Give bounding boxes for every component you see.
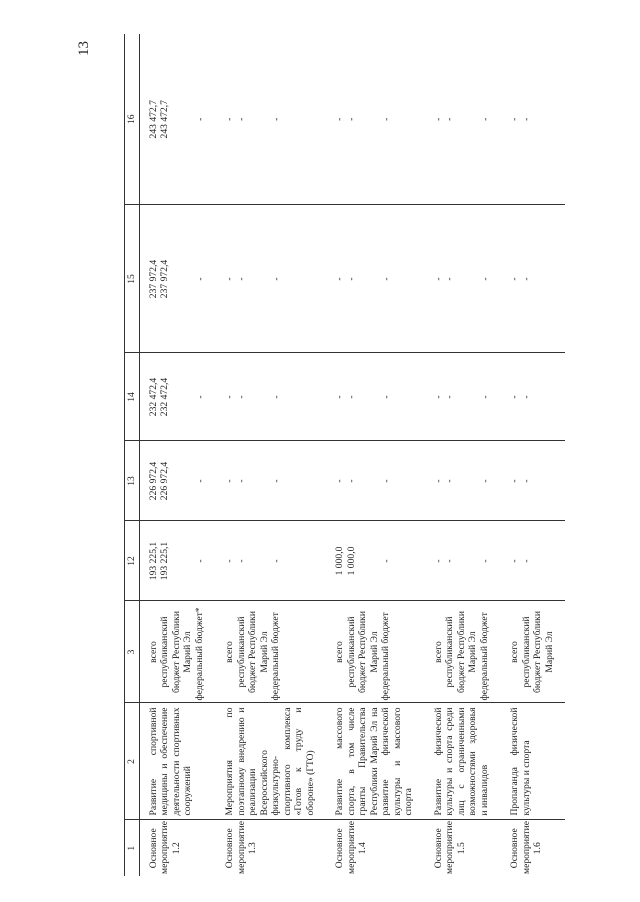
funding-source-line: федеральный бюджет — [270, 612, 281, 701]
value-line: 226 972,4 — [159, 461, 170, 501]
value-cell — [425, 34, 502, 205]
value-line: - — [334, 117, 345, 121]
value-line: 232 472,4 — [147, 377, 159, 417]
measure-name-cell: Развитие массового спорта, в том числе гранты Правительства Республики Марий Эл на развитие физической культуры и массового спорта — [326, 703, 425, 820]
measure-code-cell: Основное мероприятие 1.3 — [224, 821, 258, 874]
value-cell — [139, 34, 216, 205]
funding-source-cell — [326, 601, 425, 703]
measure-name-cell: Развитие спортивной медицины и обеспечение деятельности спортивных сооружений — [139, 703, 216, 820]
value-cell — [216, 34, 326, 205]
funding-source-line: всего — [334, 641, 345, 663]
value-line: 1 000,0 — [345, 546, 357, 576]
funding-source-line: всего — [509, 641, 520, 663]
value-line: 226 972,4 — [147, 461, 159, 501]
value-line: - — [334, 395, 345, 399]
value-line: - — [520, 395, 532, 399]
header-row — [125, 34, 140, 876]
value-cell — [216, 353, 326, 441]
header-cell: 14 — [125, 353, 140, 441]
value-line: - — [271, 277, 282, 281]
funding-source-cell — [216, 601, 326, 703]
value-line: - — [381, 117, 392, 121]
value-line: - — [509, 479, 520, 483]
value-cell — [501, 34, 565, 205]
table-row — [501, 34, 565, 876]
value-line: - — [345, 479, 357, 483]
value-line: - — [520, 479, 532, 483]
measure-code-cell: Основное мероприятие 1.6 — [509, 821, 543, 874]
value-cell — [139, 521, 216, 601]
page-number: 13 — [76, 41, 92, 56]
value-line: - — [224, 117, 235, 121]
value-line: - — [479, 395, 491, 399]
value-cell — [216, 521, 326, 601]
header-cell: 3 — [125, 601, 140, 703]
funding-source-cell — [139, 601, 216, 703]
value-line: - — [381, 395, 392, 399]
header-cell: 15 — [125, 205, 140, 353]
value-line: - — [444, 277, 455, 281]
value-line: - — [271, 395, 282, 399]
value-line: 237 972,4 — [147, 259, 159, 299]
value-line: - — [381, 479, 392, 483]
header-cell: 12 — [125, 521, 140, 601]
value-line: - — [345, 395, 357, 399]
value-line: 243 472,7 — [159, 100, 170, 139]
measure-code-cell: Основное мероприятие 1.4 — [334, 821, 368, 874]
value-line: - — [479, 479, 491, 483]
value-line: 1 000,0 — [334, 546, 345, 576]
value-cell — [425, 441, 502, 521]
value-line: - — [224, 277, 235, 281]
value-line: - — [345, 277, 357, 281]
value-line: - — [509, 395, 520, 399]
funding-source-line: республиканский бюджет Республики Марий Эл — [159, 611, 193, 693]
value-cell — [326, 34, 425, 205]
funding-source-line: республиканский бюджет Республики Марий Эл — [444, 611, 478, 693]
value-line: - — [444, 395, 455, 399]
value-cell — [501, 353, 565, 441]
value-line: - — [334, 479, 345, 483]
value-line: 193 225,1 — [159, 541, 170, 581]
value-cell — [326, 521, 425, 601]
value-line: - — [235, 117, 247, 121]
table-row — [216, 34, 326, 876]
value-line: - — [271, 117, 282, 121]
value-cell — [326, 353, 425, 441]
value-line: - — [444, 117, 455, 121]
value-line: - — [479, 117, 491, 121]
value-line: - — [194, 117, 206, 121]
value-line: - — [520, 559, 532, 563]
table-row — [326, 34, 425, 876]
value-cell — [501, 205, 565, 353]
value-line: - — [224, 395, 235, 399]
header-cell: 2 — [125, 703, 140, 820]
value-line: - — [520, 277, 532, 281]
table-row — [425, 34, 502, 876]
value-cell — [425, 205, 502, 353]
value-line: - — [194, 479, 206, 483]
value-cell — [501, 441, 565, 521]
header-cell: 13 — [125, 441, 140, 521]
value-line: - — [509, 117, 520, 121]
value-line: - — [235, 559, 247, 563]
funding-source-cell — [501, 601, 565, 703]
value-line: 232 472,4 — [159, 377, 170, 417]
funding-source-line: республиканский бюджет Республики Марий Эл — [345, 611, 380, 693]
value-line: - — [432, 395, 444, 399]
measure-name-cell: Развитие физической культуры и спорта среди лиц с ограниченными возможностями здоровья и инвалидов — [425, 703, 502, 820]
value-line: - — [444, 479, 455, 483]
value-cell — [326, 441, 425, 521]
value-line: - — [509, 559, 520, 563]
value-cell — [326, 205, 425, 353]
value-line: - — [235, 395, 247, 399]
funding-source-line: всего — [147, 641, 159, 663]
value-cell — [139, 353, 216, 441]
funding-source-line: федеральный бюджет — [380, 612, 391, 701]
value-line: - — [224, 559, 235, 563]
funding-source-line: федеральный бюджет* — [193, 607, 205, 701]
value-line: - — [271, 479, 282, 483]
value-line: - — [194, 559, 206, 563]
budget-table — [124, 34, 565, 876]
funding-source-line: всего — [432, 641, 444, 663]
value-line: - — [479, 277, 491, 281]
value-cell — [216, 205, 326, 353]
table-row — [139, 34, 216, 876]
value-line: 243 472,7 — [147, 100, 159, 139]
header-cell: 1 — [125, 820, 140, 876]
value-line: 237 972,4 — [159, 259, 170, 299]
value-line: - — [432, 117, 444, 121]
value-cell — [139, 205, 216, 353]
rotated-table-area — [124, 34, 554, 876]
value-line: - — [479, 559, 491, 563]
value-line: - — [432, 559, 444, 563]
measure-name-cell: Пропаганда физической культуры и спорта — [501, 703, 565, 820]
value-line: - — [194, 395, 206, 399]
value-cell — [139, 441, 216, 521]
funding-source-line: федеральный бюджет — [478, 612, 490, 701]
value-line: - — [334, 277, 345, 281]
funding-source-line: республиканский бюджет Республики Марий Эл — [520, 611, 555, 693]
value-line: - — [381, 559, 392, 563]
value-line: - — [432, 479, 444, 483]
value-line: - — [345, 117, 357, 121]
value-line: 193 225,1 — [147, 541, 159, 581]
header-cell: 16 — [125, 34, 140, 205]
value-line: - — [381, 277, 392, 281]
measure-code-cell: Основное мероприятие 1.2 — [147, 821, 182, 874]
funding-source-cell — [425, 601, 502, 703]
value-line: - — [444, 559, 455, 563]
value-line: - — [235, 479, 247, 483]
value-line: - — [271, 559, 282, 563]
value-line: - — [235, 277, 247, 281]
value-cell — [425, 521, 502, 601]
funding-source-line: всего — [224, 641, 235, 663]
value-line: - — [432, 277, 444, 281]
value-line: - — [224, 479, 235, 483]
value-cell — [501, 521, 565, 601]
funding-source-line: республиканский бюджет Республики Марий Эл — [235, 611, 270, 693]
value-cell — [425, 353, 502, 441]
value-line: - — [194, 277, 206, 281]
measure-name-cell: Мероприятия по поэтапному внедрению и реализации Всероссийского физкультурно-спортивного комплекса «Готов к труду и обороне» (ГТО) — [216, 703, 326, 820]
value-line: - — [509, 277, 520, 281]
value-cell — [216, 441, 326, 521]
value-line: - — [520, 117, 532, 121]
measure-code-cell: Основное мероприятие 1.5 — [432, 821, 467, 874]
